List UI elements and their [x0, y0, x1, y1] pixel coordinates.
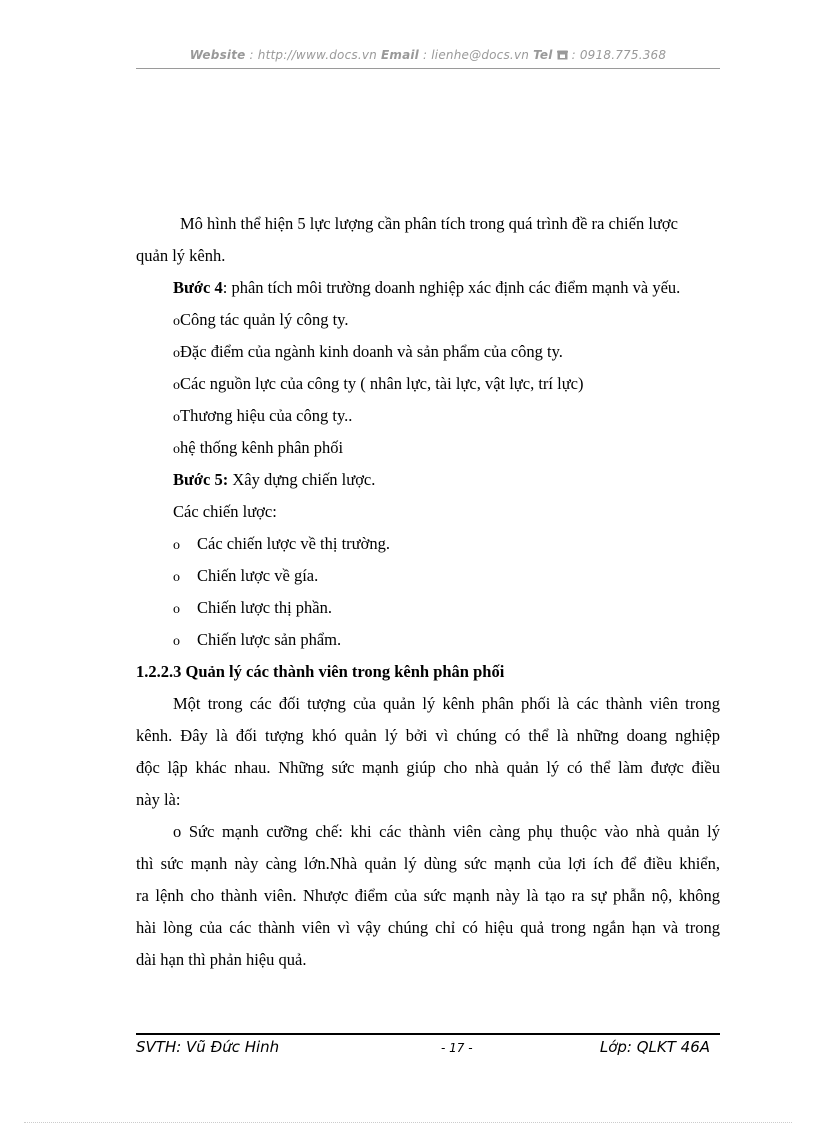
paragraph-line: dài hạn thì phản hiệu quả. — [136, 950, 307, 969]
list-item: o Các chiến lược về thị trường. — [136, 528, 720, 560]
step5-text: Xây dựng chiến lược. — [228, 470, 376, 489]
list-item: o Chiến lược thị phần. — [136, 592, 720, 624]
step5-label: Bước 5: — [173, 470, 229, 489]
page-body — [136, 208, 720, 976]
list-item: oCông tác quản lý công ty. — [136, 304, 720, 336]
page-number: - 17 - — [441, 1041, 473, 1055]
paragraph-line: này là: — [136, 790, 181, 809]
paragraph-line: Một trong các đối tượng của quản lý kênh phân phối là các thành viên trong — [173, 694, 720, 713]
step4-line — [136, 272, 720, 304]
section-heading: 1.2.2.3 Quản lý các thành viên trong kênh phân phối — [136, 662, 505, 681]
step4-text: : phân tích môi trường doanh nghiệp xác định các điểm mạnh và yếu. — [222, 278, 681, 297]
paragraph-line: độc lập khác nhau. Những sức mạnh giúp cho nhà quản lý có thể làm được điều — [136, 758, 720, 777]
email-label: Email — [380, 48, 419, 62]
paragraph-line: Mô hình thể hiện 5 lực lượng cần phân tích trong quá trình đề ra chiến lược — [180, 214, 678, 233]
list-item: ohệ thống kênh phân phối — [136, 432, 720, 464]
email-value: : lienhe@docs.vn — [419, 48, 534, 62]
footer-divider — [136, 1033, 720, 1035]
list-item: o Chiến lược sản phẩm. — [136, 624, 720, 656]
tel-label: Tel — [533, 48, 553, 62]
website-label: Website — [189, 48, 246, 62]
step4-label: Bước 4 — [173, 278, 223, 297]
bullet-icon: o — [173, 538, 180, 553]
paragraph-line: thì sức mạnh này càng lớn.Nhà quản lý dùng sức mạnh của lợi ích để điều khiển, — [136, 854, 720, 873]
footer-class: Lớp: QLKT 46A — [599, 1038, 710, 1056]
bullet-icon: o — [173, 634, 180, 649]
list-item: oCác nguồn lực của công ty ( nhân lực, tài lực, vật lực, trí lực) — [136, 368, 720, 400]
bullet-icon: o — [173, 570, 180, 585]
footer-author: SVTH: Vũ Đức Hinh — [136, 1038, 280, 1056]
bullet-icon: o — [173, 346, 180, 361]
header-divider — [136, 68, 720, 69]
paragraph-line: quản lý kênh. — [136, 246, 226, 265]
bullet-icon: o — [173, 314, 180, 329]
step5-line — [136, 464, 720, 496]
website-value: : http://www.docs.vn — [245, 48, 381, 62]
page-footer — [136, 1038, 720, 1062]
bullet-icon: o — [173, 410, 180, 425]
page-header — [136, 48, 720, 63]
bullet-icon: o — [173, 378, 180, 393]
list-item: oThương hiệu của công ty.. — [136, 400, 720, 432]
strategies-intro: Các chiến lược: — [173, 502, 277, 521]
list-item: oĐặc điểm của ngành kinh doanh và sản phẩm của công ty. — [136, 336, 720, 368]
bullet-icon: o — [173, 442, 180, 457]
paragraph-line: hài lòng của các thành viên vì vậy chúng chỉ có hiệu quả trong ngắn hạn và trong — [136, 918, 720, 937]
paragraph-line: kênh. Đây là đối tượng khó quản lý bởi vì chúng có thể là những doang nghiệp — [136, 726, 720, 745]
paragraph-line: o Sức mạnh cưỡng chế: khi các thành viên càng phụ thuộc vào nhà quản lý — [173, 822, 720, 841]
tel-value: : 0918.775.368 — [567, 48, 667, 62]
list-item: o Chiến lược về gía. — [136, 560, 720, 592]
phone-icon — [557, 49, 568, 63]
bullet-icon: o — [173, 602, 180, 617]
paragraph-line: ra lệnh cho thành viên. Nhược điểm của sức mạnh này là tạo ra sự phẫn nộ, không — [136, 886, 720, 905]
